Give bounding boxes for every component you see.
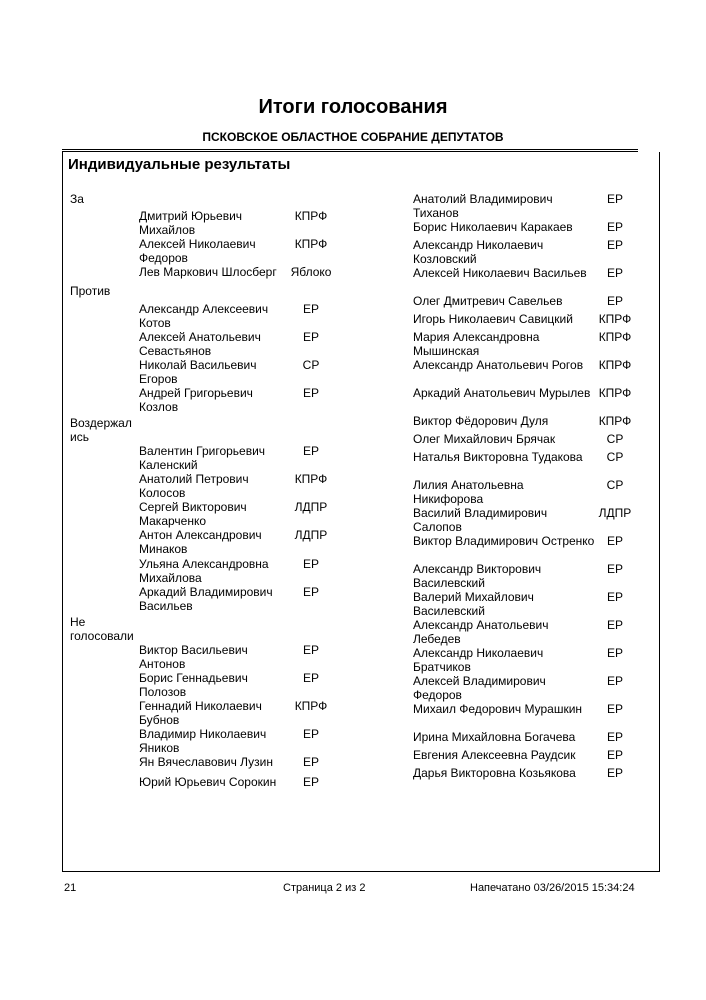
member-row: [413, 702, 635, 730]
member-party: КПРФ: [598, 414, 632, 428]
member-name: Виктор Васильевич Антонов: [139, 643, 248, 671]
member-name: Александр Анатольевич Лебедев: [413, 618, 549, 646]
vote-group-protiv: [139, 302, 332, 414]
member-name: Александр Николаевич Козловский: [413, 238, 544, 266]
member-party: ЕР: [302, 775, 319, 789]
member-name: Алексей Владимирович Федоров: [413, 674, 546, 702]
member-row: [413, 618, 635, 646]
member-name: Лев Маркович Шлосберг: [139, 265, 277, 279]
member-party: ЕР: [302, 444, 319, 458]
member-party: КПРФ: [294, 699, 328, 713]
member-row: [413, 730, 635, 748]
member-party: ЕР: [302, 330, 319, 344]
member-row: [139, 330, 332, 358]
member-row: [413, 506, 635, 534]
member-party: ЕР: [302, 671, 319, 685]
member-row: [139, 699, 332, 727]
member-row: [413, 330, 635, 358]
member-row: [413, 294, 635, 312]
member-row: [413, 534, 635, 562]
member-party: КПРФ: [294, 209, 328, 223]
member-row: [139, 557, 332, 585]
member-row: [139, 209, 332, 237]
member-row: [139, 528, 332, 557]
member-party: КПРФ: [598, 330, 632, 344]
member-row: [139, 775, 332, 795]
member-party: ЕР: [302, 302, 319, 316]
member-party: ЕР: [302, 585, 319, 599]
member-name: Михаил Федорович Мурашкин: [413, 702, 583, 716]
member-party: ЕР: [606, 646, 623, 660]
member-party: КПРФ: [598, 386, 632, 400]
member-party: ЕР: [606, 294, 623, 308]
member-party: СР: [606, 432, 624, 446]
member-row: [139, 386, 332, 414]
member-party: ЕР: [302, 643, 319, 657]
member-name: Николай Васильевич Егоров: [139, 358, 257, 386]
member-row: [413, 766, 635, 784]
member-party: ЕР: [302, 557, 319, 571]
member-party: ЕР: [606, 220, 623, 234]
group-label-abstained: Воздержал ись: [70, 416, 132, 444]
member-party: КПРФ: [598, 358, 632, 372]
member-party: ЕР: [606, 748, 623, 762]
member-party: ЕР: [302, 727, 319, 741]
member-name: Владимир Николаевич Яников: [139, 727, 267, 755]
member-name: Александр Алексеевич Котов: [139, 302, 269, 330]
member-name: Валерий Михайлович Василевский: [413, 590, 534, 618]
member-name: Александр Николаевич Братчиков: [413, 646, 544, 674]
member-row: [139, 727, 332, 755]
member-row: [413, 358, 635, 386]
member-row: [413, 386, 635, 414]
member-party: ЕР: [606, 266, 623, 280]
member-name: Аркадий Владимирович Васильев: [139, 585, 273, 613]
group-label-not-voted: Не голосовали: [70, 615, 134, 643]
member-party: СР: [606, 478, 624, 492]
member-party: ЕР: [606, 534, 623, 548]
group-label-protiv: Против: [70, 284, 111, 298]
member-row: [139, 302, 332, 330]
vote-group-abstained: [139, 444, 332, 613]
member-party: ЛДПР: [294, 500, 328, 514]
member-party: ЕР: [606, 238, 623, 252]
member-name: Василий Владимирович Салопов: [413, 506, 548, 534]
member-party: ЕР: [302, 755, 319, 769]
member-name: Виктор Фёдорович Дуля: [413, 414, 549, 428]
member-name: Анатолий Владимирович Тиханов: [413, 192, 553, 220]
footer-print-timestamp: Напечатано 03/26/2015 15:34:24: [470, 882, 635, 894]
member-row: [139, 444, 332, 472]
member-row: [139, 755, 332, 775]
member-name: Александр Викторович Василевский: [413, 562, 542, 590]
member-row: [413, 220, 635, 238]
member-row: [413, 238, 635, 266]
member-party: ЛДПР: [598, 506, 632, 520]
member-name: Ульяна Александровна Михайлова: [139, 557, 269, 585]
member-party: СР: [606, 450, 624, 464]
member-row: [413, 478, 635, 506]
member-row: [413, 562, 635, 590]
section-heading: Индивидуальные результаты: [68, 156, 291, 173]
member-party: ЕР: [302, 386, 319, 400]
page-title: Итоги голосования: [258, 96, 448, 118]
member-name: Алексей Анатольевич Севастьянов: [139, 330, 261, 358]
member-party: ЕР: [606, 702, 623, 716]
member-name: Мария Александровна Мышинская: [413, 330, 540, 358]
member-party: ЕР: [606, 766, 623, 780]
member-row: [413, 674, 635, 702]
member-name: Антон Александрович Минаков: [139, 528, 262, 556]
member-row: [413, 646, 635, 674]
member-party: КПРФ: [294, 237, 328, 251]
member-name: Дмитрий Юрьевич Михайлов: [139, 209, 243, 237]
footer-page-number: Страница 2 из 2: [283, 882, 366, 894]
member-name: Андрей Григорьевич Козлов: [139, 386, 253, 414]
member-party: ЕР: [606, 674, 623, 688]
right-member-list: [413, 192, 635, 784]
member-row: [413, 192, 635, 220]
member-row: [139, 585, 332, 613]
member-party: ЕР: [606, 562, 623, 576]
member-name: Алексей Николаевич Васильев: [413, 266, 587, 280]
member-name: Олег Дмитревич Савельев: [413, 294, 563, 308]
member-name: Ян Вячеславович Лузин: [139, 755, 274, 769]
member-row: [413, 450, 635, 478]
member-name: Геннадий Николаевич Бубнов: [139, 699, 262, 727]
member-row: [413, 590, 635, 618]
member-row: [413, 312, 635, 330]
member-party: Яблоко: [290, 265, 332, 279]
member-row: [413, 432, 635, 450]
member-name: Аркадий Анатольевич Мурылев: [413, 386, 591, 400]
vote-group-not-voted: [139, 643, 332, 795]
member-row: [413, 748, 635, 766]
member-name: Наталья Викторовна Тудакова: [413, 450, 583, 464]
member-name: Олег Михайлович Брячак: [413, 432, 556, 446]
header-rule-top: [62, 149, 638, 150]
member-row: [139, 265, 332, 287]
member-name: Дарья Викторовна Козьякова: [413, 766, 576, 780]
member-name: Евгения Алексеевна Раудсик: [413, 748, 576, 762]
member-row: [139, 358, 332, 386]
member-name: Анатолий Петрович Колосов: [139, 472, 249, 500]
member-row: [139, 643, 332, 671]
member-row: [139, 671, 332, 699]
member-name: Борис Николаевич Каракаев: [413, 220, 573, 234]
member-party: КПРФ: [598, 312, 632, 326]
member-name: Алексей Николаевич Федоров: [139, 237, 256, 265]
member-name: Александр Анатольевич Рогов: [413, 358, 584, 372]
member-name: Виктор Владимирович Остренко: [413, 534, 595, 548]
member-party: ЕР: [606, 730, 623, 744]
member-name: Ирина Михайловна Богачева: [413, 730, 576, 744]
member-party: ЕР: [606, 618, 623, 632]
member-row: [139, 237, 332, 265]
member-party: ЕР: [606, 590, 623, 604]
member-party: КПРФ: [294, 472, 328, 486]
member-row: [139, 472, 332, 500]
member-name: Борис Геннадьевич Полозов: [139, 671, 248, 699]
member-party: ЕР: [606, 192, 623, 206]
organization-name: ПСКОВСКОЕ ОБЛАСТНОЕ СОБРАНИЕ ДЕПУТАТОВ: [202, 130, 504, 144]
member-party: СР: [302, 358, 320, 372]
member-name: Валентин Григорьевич Каленский: [139, 444, 266, 472]
group-label-za: За: [70, 192, 84, 206]
footer-document-number: 21: [64, 882, 77, 894]
member-row: [139, 500, 332, 528]
member-party: ЛДПР: [294, 528, 328, 542]
member-name: Лилия Анатольевна Никифорова: [413, 478, 524, 506]
member-row: [413, 414, 635, 432]
member-name: Юрий Юрьевич Сорокин: [139, 775, 277, 789]
member-name: Игорь Николаевич Савицкий: [413, 312, 573, 326]
member-row: [413, 266, 635, 294]
member-name: Сергей Викторович Макарченко: [139, 500, 247, 528]
vote-group-za: [139, 209, 332, 287]
